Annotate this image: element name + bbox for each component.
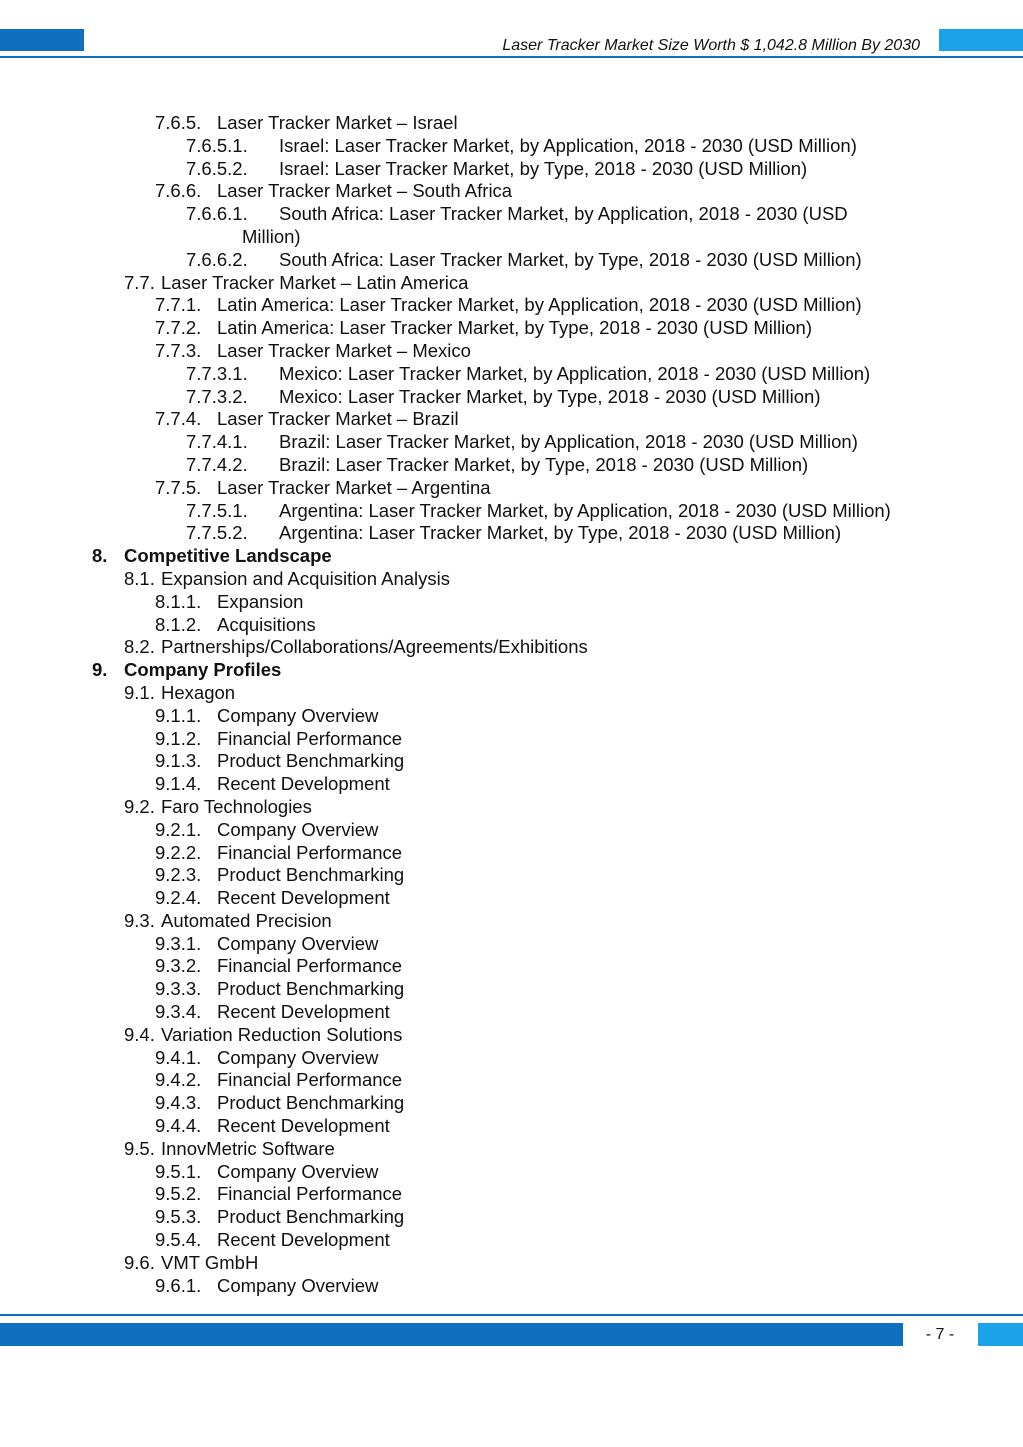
toc-entry-number: 7.6.6.1. [186,203,248,225]
toc-entry [0,864,1023,887]
toc-entry-title: Variation Reduction Solutions [161,1023,403,1045]
toc-entry-title: VMT GmbH [161,1251,259,1273]
header-accent-right [939,29,1023,51]
toc-entry [0,500,1023,523]
toc-entry-number: 7.6.6. [155,180,202,202]
toc-entry-title: Expansion and Acquisition Analysis [161,567,450,589]
toc-entry [0,1206,1023,1229]
toc-entry-title: Company Overview [217,1160,379,1182]
toc-entry-number: 9.3.3. [155,978,202,1000]
toc-entry-title: Financial Performance [217,1069,403,1091]
document-header-title: Laser Tracker Market Size Worth $ 1,042.8 Million By 2030 [502,37,920,54]
toc-entry [0,112,1023,135]
toc-entry-number: 9.2.2. [155,841,202,863]
toc-entry-title: Recent Development [217,1001,390,1023]
toc-entry-title: Company Profiles [124,659,282,681]
toc-entry-title: Company Overview [217,1274,379,1296]
toc-entry-title: Brazil: Laser Tracker Market, by Type, 2018 - 2030 (USD Million) [279,453,809,475]
toc-entry [0,1229,1023,1252]
toc-entry-number: 9.6. [124,1251,155,1273]
toc-entry-title: South Africa: Laser Tracker Market, by Application, 2018 - 2030 (USD [279,203,848,225]
toc-entry-number: 7.7.4. [155,408,202,430]
toc-entry-number: 9.5.1. [155,1160,202,1182]
toc-entry-number: 7.7. [124,271,155,293]
toc-entry-title: Brazil: Laser Tracker Market, by Application, 2018 - 2030 (USD Million) [279,431,858,453]
toc-entry [0,978,1023,1001]
toc-entry [0,522,1023,545]
toc-entry-number: 8.2. [124,636,155,658]
toc-entry-number: 9.1.4. [155,773,202,795]
toc-entry-title: Financial Performance [217,1183,403,1205]
toc-entry [0,910,1023,933]
toc-entry [0,1001,1023,1024]
toc-entry-title: Hexagon [161,681,236,703]
toc-entry-title: Competitive Landscape [124,545,332,567]
toc-entry-title: Recent Development [217,1115,390,1137]
toc-entry-title: Argentina: Laser Tracker Market, by Type, 2018 - 2030 (USD Million) [279,522,842,544]
toc-entry-number: 7.7.4.1. [186,431,248,453]
toc-entry-title: Company Overview [217,932,379,954]
toc-entry-title: Financial Performance [217,727,403,749]
toc-entry [0,728,1023,751]
toc-entry-number: 9.3.1. [155,932,202,954]
toc-entry [0,636,1023,659]
toc-entry-title: Partnerships/Collaborations/Agreements/Exhibitions [161,636,588,658]
toc-entry-title: Recent Development [217,773,390,795]
toc-entry-number: 9.1.2. [155,727,202,749]
toc-entry-number: 7.6.5. [155,112,202,133]
toc-entry-number: 9.4.3. [155,1092,202,1114]
toc-entry [0,1069,1023,1092]
toc-entry [0,819,1023,842]
toc-entry-number: 7.7.5.2. [186,522,248,544]
toc-entry-number: 8. [92,545,108,567]
toc-entry-title: Laser Tracker Market – South Africa [217,180,513,202]
toc-entry-title: Laser Tracker Market – Brazil [217,408,459,430]
header-divider [0,56,1023,58]
toc-entry-title: InnovMetric Software [161,1137,335,1159]
toc-entry-number: 7.7.4.2. [186,453,248,475]
toc-entry-title: Recent Development [217,1229,390,1251]
toc-entry-number: 7.6.5.1. [186,134,248,156]
toc-entry-title: Expansion [217,590,304,612]
toc-entry-number: 9.5.2. [155,1183,202,1205]
toc-entry [0,773,1023,796]
toc-entry-title: Financial Performance [217,955,403,977]
toc-entry-title-continuation: Million) [242,225,301,247]
toc-entry [0,340,1023,363]
toc-entry [0,750,1023,773]
toc-entry [0,249,1023,272]
toc-entry [0,933,1023,956]
header-accent-left [0,29,84,51]
toc-entry [0,591,1023,614]
toc-entry-number: 7.6.5.2. [186,157,248,179]
toc-entry-number: 7.7.3.1. [186,362,248,384]
toc-entry-title: Israel: Laser Tracker Market, by Application, 2018 - 2030 (USD Million) [279,134,857,156]
toc-entry-title: Argentina: Laser Tracker Market, by Application, 2018 - 2030 (USD Million) [279,499,891,521]
toc-entry-title: Laser Tracker Market – Israel [217,112,458,133]
toc-entry [0,135,1023,158]
toc-entry-title: Laser Tracker Market – Latin America [161,271,469,293]
toc-entry-number: 9. [92,659,108,681]
toc-entry-number: 7.7.1. [155,294,202,316]
toc-entry [0,1275,1023,1298]
toc-entry-number: 7.7.3.2. [186,385,248,407]
toc-entry-title: Financial Performance [217,841,403,863]
toc-entry [0,158,1023,181]
toc-entry-title: Product Benchmarking [217,978,405,1000]
toc-entry [0,659,1023,682]
toc-entry-title: Latin America: Laser Tracker Market, by Type, 2018 - 2030 (USD Million) [217,317,812,339]
toc-entry-number: 7.7.3. [155,339,202,361]
toc-entry [0,1138,1023,1161]
toc-entry-number: 9.1. [124,681,155,703]
toc-entry-title: Acquisitions [217,613,316,635]
toc-entry [0,1183,1023,1206]
toc-entry-number: 9.2. [124,795,155,817]
toc-entry-title: Product Benchmarking [217,750,405,772]
toc-entry-title: Recent Development [217,887,390,909]
toc-entry-number: 9.2.1. [155,818,202,840]
toc-entry [0,203,1023,249]
toc-entry-number: 9.4. [124,1023,155,1045]
toc-entry [0,454,1023,477]
toc-entry-title: Company Overview [217,818,379,840]
toc-entry-number: 9.1.1. [155,704,202,726]
toc-entry [0,1092,1023,1115]
toc-entry-number: 9.5.3. [155,1206,202,1228]
toc-entry [0,1115,1023,1138]
toc-entry [0,1047,1023,1070]
footer-accent-right [978,1323,1023,1346]
toc-entry-title: Automated Precision [161,909,332,931]
toc-entry [0,386,1023,409]
toc-entry-number: 7.7.5. [155,476,202,498]
toc-entry-title: Product Benchmarking [217,864,405,886]
toc-entry-number: 8.1.1. [155,590,202,612]
page-number: - 7 - [925,1326,955,1343]
toc-entry-title: Company Overview [217,704,379,726]
toc-entry-title: Mexico: Laser Tracker Market, by Type, 2018 - 2030 (USD Million) [279,385,821,407]
toc-entry-title: Product Benchmarking [217,1092,405,1114]
toc-entry-number: 9.4.4. [155,1115,202,1137]
toc-entry-title: Mexico: Laser Tracker Market, by Application, 2018 - 2030 (USD Million) [279,362,871,384]
toc-entry-number: 9.2.4. [155,887,202,909]
toc-entry-number: 9.5. [124,1137,155,1159]
toc-entry-number: 7.7.2. [155,317,202,339]
toc-entry-number: 7.7.5.1. [186,499,248,521]
toc-entry [0,682,1023,705]
toc-entry-title: Product Benchmarking [217,1206,405,1228]
toc-entry [0,796,1023,819]
toc-entry [0,614,1023,637]
toc-entry [0,955,1023,978]
toc-entry-number: 9.4.1. [155,1046,202,1068]
toc-entry [0,477,1023,500]
toc-entry-title: Laser Tracker Market – Mexico [217,339,471,361]
toc-entry-number: 9.5.4. [155,1229,202,1251]
toc-entry [0,294,1023,317]
toc-entry-number: 9.4.2. [155,1069,202,1091]
toc-entry-title: Company Overview [217,1046,379,1068]
toc-entry-title: Israel: Laser Tracker Market, by Type, 2018 - 2030 (USD Million) [279,157,808,179]
toc-entry [0,842,1023,865]
toc-entry-number: 9.6.1. [155,1274,202,1296]
toc-entry [0,363,1023,386]
toc-entry [0,272,1023,295]
toc-entry [0,568,1023,591]
toc-entry-number: 9.3.2. [155,955,202,977]
toc-entry-number: 9.3. [124,909,155,931]
toc-entry-number: 9.2.3. [155,864,202,886]
toc-entry [0,408,1023,431]
toc-entry-number: 9.3.4. [155,1001,202,1023]
toc-entry [0,180,1023,203]
toc-entry [0,887,1023,910]
toc-entry [0,431,1023,454]
toc-entry-number: 7.6.6.2. [186,248,248,270]
toc-entry [0,317,1023,340]
toc-entry [0,1024,1023,1047]
toc-entry-number: 8.1.2. [155,613,202,635]
toc-entry-title: Latin America: Laser Tracker Market, by Application, 2018 - 2030 (USD Million) [217,294,862,316]
toc-entry [0,545,1023,568]
toc-entry-number: 8.1. [124,567,155,589]
toc-entry-number: 9.1.3. [155,750,202,772]
footer-divider [0,1314,1023,1316]
toc-entry [0,1161,1023,1184]
toc-entry-title: Faro Technologies [161,795,312,817]
toc-entry-title: South Africa: Laser Tracker Market, by Type, 2018 - 2030 (USD Million) [279,248,862,270]
footer-accent-bar [0,1323,903,1346]
toc-entry [0,705,1023,728]
toc-entry [0,1252,1023,1275]
toc-entry-title: Laser Tracker Market – Argentina [217,476,491,498]
table-of-contents [0,112,1023,1297]
